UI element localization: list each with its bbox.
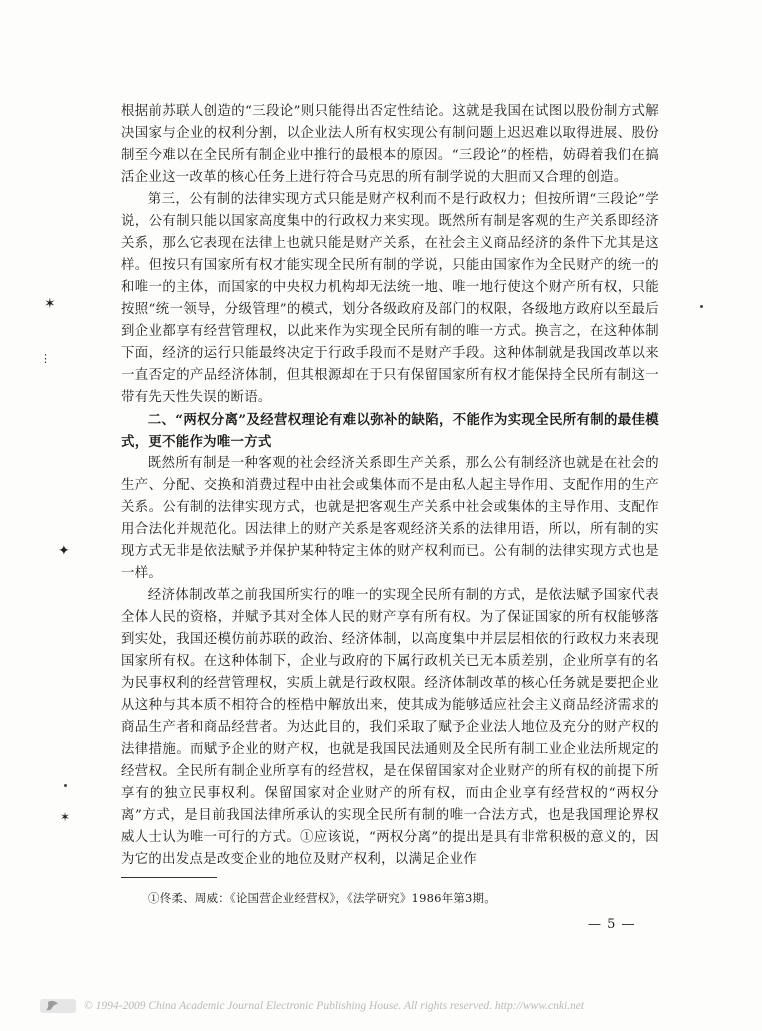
paragraph-2: 第三，公有制的法律实现方式只能是财产权利而不是行政权力；但按所谓“三段论”学说，公有制只能以国家高度集中的行政权力来实现。既然所有制是客观的生产关系即经济关系，那么它表现在法律上也就只能是财产关系，在社会主义商品经济的条件下尤其是这样。但按只有国家所有权才能实现全民所有制的学说，只能由国家作为全民财产的统一的和唯一的主体，而国家的中央权力机构却无法统一地、唯一地行使这个财产所有权，只能按照“统一领导，分级管理”的模式，划分各级政府及部门的权限，各级地方政府以至最后到企业都享有经营管理权，以此来作为实现全民所有制的唯一方式。换言之，在这种体制下面，经济的运行只能最终决定于行政手段而不是财产手段。这种体制就是我国改革以来一直否定的产品经济体制，但其根源却在于只有保留国家所有权才能保持全民所有制这一带有先天性失误的断语。 xyxy=(121,192,659,405)
scan-mark-icon: ✦ xyxy=(58,543,70,559)
scan-speck xyxy=(64,784,67,787)
article-body xyxy=(121,101,659,871)
section-heading-2: 二、“两权分离”及经营权理论有难以弥补的缺陷，不能作为实现全民所有制的最佳模式，更不能作为唯一方式 xyxy=(121,412,659,450)
scan-mark-icon: ✶ xyxy=(44,296,56,312)
copyright-bar xyxy=(40,996,584,1016)
scan-mark-icon: ✶ xyxy=(60,810,71,824)
cnki-logo-icon xyxy=(40,997,76,1015)
scan-mark-icon: ⋮ xyxy=(40,352,51,365)
footnote-divider xyxy=(121,877,217,878)
paragraph-4: 经济体制改革之前我国所实行的唯一的实现全民所有制的方式，是依法赋予国家代表全体人民的资格，并赋予其对全体人民的财产享有所有权。为了保证国家的所有权能够落到实处，我国还模仿前苏联的政治、经济体制，以高度集中并层层相依的行政权力来表现国家所有权。在这种体制下，企业与政府的下属行政机关已无本质差别，企业所享有的名为民事权利的经营管理权，实质上就是行政权限。经济体制改革的核心任务就是要把企业从这种与其本质不相符合的桎梏中解放出来，使其成为能够适应社会主义商品经济需求的商品生产者和商品经营者。为达此目的，我们采取了赋予企业法人地位及充分的财产权的法律措施。而赋予企业的财产权，也就是我国民法通则及全民所有制工业企业法所规定的经营权。全民所有制企业所享有的经营权，是在保留国家对企业财产的所有权的前提下所享有的独立民事权利。保留国家对企业财产的所有权，而由企业享有经营权的“两权分离”方式，是目前我国法律所承认的实现全民所有制的唯一合法方式，也是我国理论界权威人士认为唯一可行的方式。①应该说，“两权分离”的提出是具有非常积极的意义的，因为它的出发点是改变企业的地位及财产权利，以满足企业作 xyxy=(121,588,659,867)
copyright-text: © 1994-2009 China Academic Journal Electronic Publishing House. All rights reserved. http://www.cnki.net xyxy=(84,1000,585,1012)
paragraph-1: 根据前苏联人创造的“三段论”则只能得出否定性结论。这就是我国在试图以股份制方式解决国家与企业的权利分割，以企业法人所有权实现公有制问题上迟迟难以取得进展、股份制至今难以在全民所有制企业中推行的最根本的原因。“三段论”的桎梏，妨碍着我们在搞活企业这一改革的核心任务上进行符合马克思的所有制学说的大胆而又合理的创造。 xyxy=(121,104,659,185)
paragraph-3: 既然所有制是一种客观的社会经济关系即生产关系，那么公有制经济也就是在社会的生产、分配、交换和消费过程中由社会或集体而不是由私人起主导作用、支配作用的生产关系。公有制的法律实现方式，也就是把客观生产关系中社会或集体的主导作用、支配作用合法化并规范化。因法律上的财产关系是客观经济关系的法律用语，所以，所有制的实现方式无非是依法赋予并保护某种特定主体的财产权利而已。公有制的法律实现方式也是一样。 xyxy=(121,456,659,581)
scan-speck xyxy=(700,305,703,308)
page-number: — 5 — xyxy=(588,917,636,932)
footnote: ①佟柔、周威：《论国营企业经营权》，《法学研究》1986年第3期。 xyxy=(148,891,496,905)
